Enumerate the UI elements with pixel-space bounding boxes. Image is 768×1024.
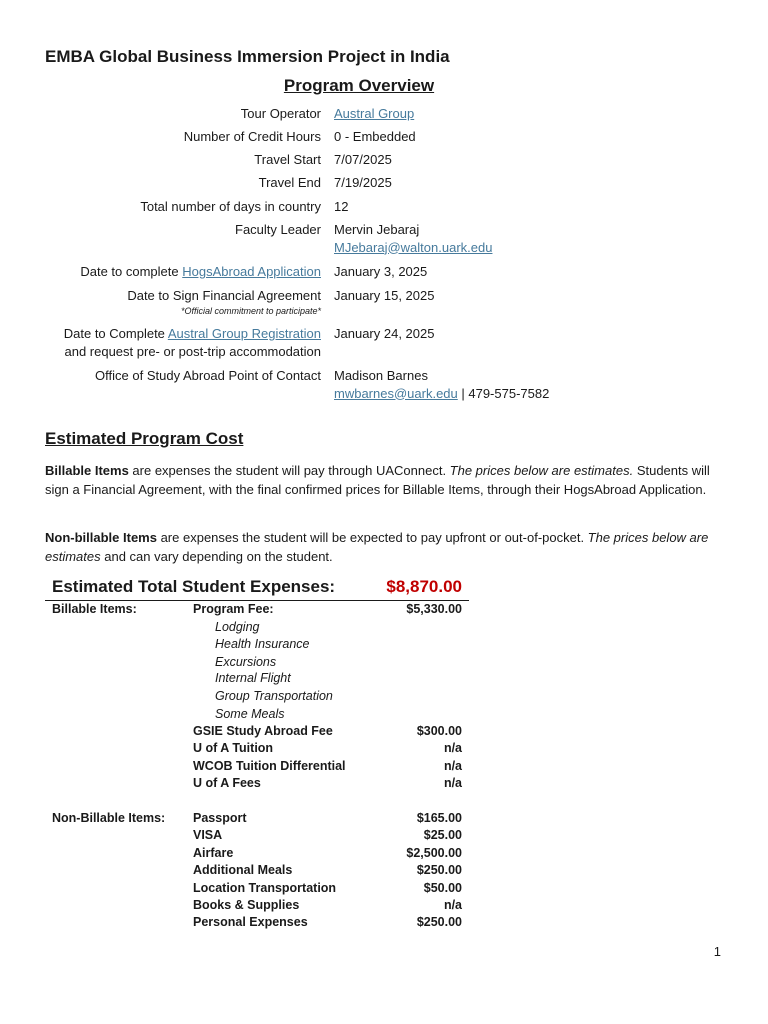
expense-item-name: Personal Expenses	[193, 915, 308, 929]
expense-item-name: GSIE Study Abroad Fee	[193, 724, 333, 738]
nonbillable-paragraph	[45, 528, 713, 566]
hogsabroad-deadline: January 3, 2025	[334, 264, 428, 279]
program-overview-heading: Program Overview	[283, 76, 435, 95]
travel-end-value: 7/19/2025	[334, 175, 392, 190]
expense-item-name: Books & Supplies	[193, 898, 300, 912]
billable-estimate-note: The prices below are estimates.	[449, 463, 634, 478]
tour-operator-label: Tour Operator	[240, 106, 321, 121]
hogsabroad-label-text: Date to complete	[80, 264, 183, 279]
faculty-leader-label: Faculty Leader	[235, 222, 321, 237]
registration-label	[64, 325, 321, 360]
expenses-total: $8,870.00	[386, 577, 462, 596]
expense-item-amount: $50.00	[423, 880, 462, 895]
billable-paragraph	[45, 461, 713, 499]
hogsabroad-application-link[interactable]: HogsAbroad Application	[182, 264, 321, 279]
expense-item-amount: $165.00	[416, 811, 462, 825]
registration-label-line2: and request pre- or post-trip accommodation	[64, 343, 321, 359]
expense-item-amount: $5,330.00	[406, 602, 462, 616]
billable-term: Billable Items	[45, 463, 129, 478]
document-title: EMBA Global Business Immersion Project in India	[45, 47, 450, 66]
registration-deadline: January 24, 2025	[334, 326, 435, 341]
travel-start-value: 7/07/2025	[334, 152, 392, 167]
travel-start-label: Travel Start	[254, 152, 321, 167]
program-fee-include: Some Meals	[215, 706, 285, 721]
tour-operator-link[interactable]: Austral Group	[334, 106, 415, 121]
faculty-leader-name: Mervin Jebaraj	[334, 222, 420, 237]
program-fee-include: Health Insurance	[215, 637, 310, 651]
expense-item-name: Location Transportation	[193, 880, 337, 895]
expense-item-amount: $250.00	[416, 915, 462, 929]
contact-value	[334, 367, 549, 402]
expense-item-amount: n/a	[443, 776, 462, 790]
faculty-leader-value	[334, 221, 492, 256]
nonbillable-text-2: and can vary depending on the student.	[100, 549, 333, 565]
financial-agreement-label-text: Date to Sign Financial Agreement	[127, 288, 321, 303]
expense-item-amount: n/a	[443, 898, 462, 912]
contact-label: Office of Study Abroad Point of Contact	[95, 368, 321, 383]
page-number: 1	[713, 944, 721, 959]
nonbillable-items-label: Non-Billable Items:	[52, 811, 166, 825]
travel-end-label: Travel End	[258, 175, 321, 190]
austral-registration-link[interactable]: Austral Group Registration	[167, 326, 321, 341]
contact-phone: | 479-575-7582	[457, 385, 550, 401]
hogsabroad-label	[80, 263, 321, 281]
expense-item-amount: $300.00	[416, 724, 462, 738]
days-in-country-value: 12	[334, 199, 349, 214]
expense-item-amount: n/a	[443, 741, 462, 755]
billable-text-1: are expenses the student will pay through UAConnect.	[128, 463, 450, 478]
financial-agreement-deadline: January 15, 2025	[334, 288, 435, 303]
expenses-header	[45, 576, 469, 601]
contact-email-link[interactable]: mwbarnes@uark.edu	[334, 385, 458, 401]
billable-items-label: Billable Items:	[52, 602, 137, 616]
expense-item-name: Program Fee:	[193, 602, 274, 616]
program-fee-include: Excursions	[215, 654, 277, 669]
program-fee-include: Group Transportation	[215, 689, 333, 703]
estimated-cost-heading: Estimated Program Cost	[45, 429, 244, 448]
expense-item-amount: n/a	[443, 758, 462, 773]
expense-item-name: Airfare	[193, 845, 234, 860]
billable-text-2: Students will sign a Financial Agreement, with the final confirmed prices for Billable Items, through their HogsAbroad Application.	[45, 463, 710, 498]
expense-item-name: Passport	[193, 811, 247, 825]
program-fee-include: Internal Flight	[215, 671, 291, 685]
nonbillable-text-1: are expenses the student will be expected to pay upfront or out-of-pocket.	[156, 530, 588, 545]
financial-agreement-label	[127, 287, 321, 317]
expense-item-name: Additional Meals	[193, 863, 293, 877]
registration-label-text: Date to Complete	[63, 326, 168, 341]
expense-item-name: WCOB Tuition Differential	[193, 758, 346, 773]
expense-item-name: U of A Tuition	[193, 741, 274, 755]
expense-item-amount: $25.00	[423, 828, 462, 842]
expense-item-amount: $250.00	[416, 863, 462, 877]
faculty-leader-email-link[interactable]: MJebaraj@walton.uark.edu	[334, 239, 493, 255]
program-fee-include: Lodging	[215, 619, 260, 634]
expense-item-name: U of A Fees	[193, 776, 261, 790]
expenses-header-label: Estimated Total Student Expenses:	[52, 577, 336, 596]
nonbillable-estimate-note: The prices below are estimates	[45, 530, 709, 565]
contact-name: Madison Barnes	[334, 368, 428, 383]
expense-item-name: VISA	[193, 828, 223, 842]
expense-item-amount: $2,500.00	[406, 845, 462, 860]
nonbillable-term: Non-billable Items	[45, 530, 157, 545]
credit-hours-label: Number of Credit Hours	[183, 129, 321, 144]
credit-hours-value: 0 - Embedded	[334, 129, 416, 144]
days-in-country-label: Total number of days in country	[140, 199, 321, 214]
commitment-note: *Official commitment to participate*	[180, 305, 321, 316]
